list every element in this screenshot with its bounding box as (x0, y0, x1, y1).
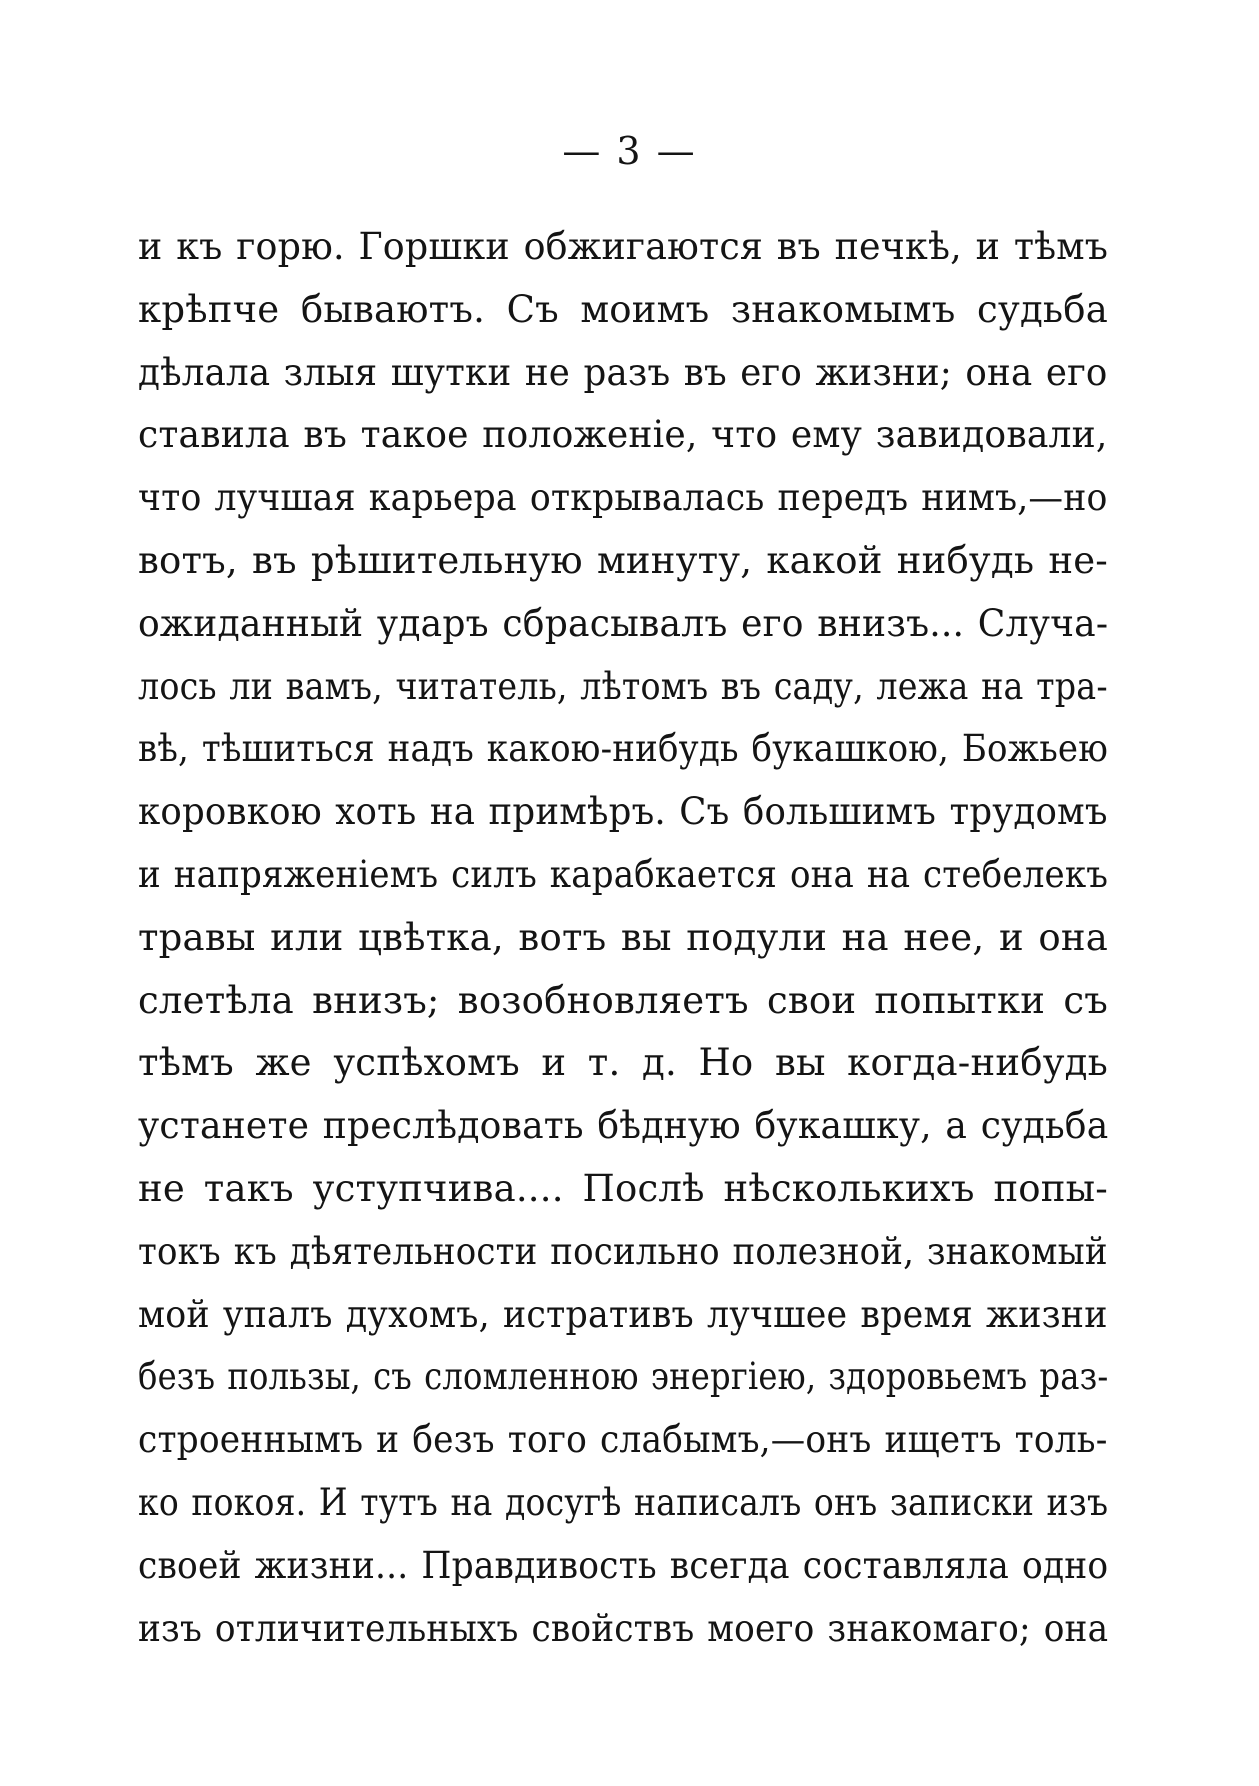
text-line-content: ко покоя. И тутъ на досугѣ написалъ онъ записки изъ (138, 1480, 1109, 1524)
text-line-content: коровкою хоть на примѣръ. Съ большимъ трудомъ (138, 790, 1108, 834)
text-line (138, 1038, 1108, 1101)
text-line-content: строеннымъ и безъ того слабымъ,—онъ ищетъ толь- (138, 1418, 1108, 1462)
text-line (138, 976, 1108, 1039)
text-line-content: устанете преслѣдовать бѣдную букашку, а судьба (138, 1104, 1109, 1148)
text-line-content: и къ горю. Горшки обжигаются въ печкѣ, и тѣмъ (138, 225, 1109, 268)
text-line (138, 1164, 1108, 1227)
text-line (138, 473, 1108, 536)
body-text (138, 222, 1108, 1666)
text-line (138, 599, 1108, 662)
text-line (138, 285, 1108, 348)
text-line (138, 222, 1108, 285)
text-line (138, 1604, 1108, 1667)
text-line-content: вѣ, тѣшиться надъ какою-нибудь букашкою, Божьею (138, 727, 1109, 771)
text-line (138, 1415, 1108, 1478)
text-line-content: что лучшая карьера открывалась передъ нимъ,—но (138, 476, 1108, 520)
text-line (138, 1227, 1108, 1290)
page-number: — 3 — (562, 129, 697, 173)
text-line (138, 1352, 1108, 1415)
text-line-content: изъ отличительныхъ свойствъ моего знакомаго; она (138, 1606, 1109, 1650)
text-line-content: лось ли вамъ, читатель, лѣтомъ въ саду, лежа на тра- (138, 664, 1108, 708)
text-line-content: токъ къ дѣятельности посильно полезной, знакомый (138, 1229, 1108, 1273)
text-line-content: слетѣла внизъ; возобновляетъ свои попытки съ (138, 978, 1108, 1022)
text-line-content: вотъ, въ рѣшительную минуту, какой нибудь не- (138, 538, 1108, 582)
text-line-content: мой упалъ духомъ, истративъ лучшее время жизни (138, 1292, 1108, 1336)
text-line-content: ставила въ такое положеніе, что ему завидовали, (138, 413, 1108, 457)
text-line-content: ожиданный ударъ сбрасывалъ его внизъ... Случа- (138, 601, 1109, 645)
text-line (138, 348, 1108, 411)
text-line-content: безъ пользы, съ сломленною энергіею, здоровьемъ раз- (138, 1355, 1109, 1399)
text-line (138, 787, 1108, 850)
text-line (138, 1290, 1108, 1353)
text-line (138, 536, 1108, 599)
text-line-content: не такъ уступчива.... Послѣ нѣсколькихъ попы- (138, 1166, 1108, 1210)
text-line-content: дѣлала злыя шутки не разъ въ его жизни; она его (138, 350, 1108, 394)
text-line (138, 1478, 1108, 1541)
text-line (138, 1541, 1108, 1604)
text-line-content: травы или цвѣтка, вотъ вы подули на нее, и она (138, 915, 1108, 959)
text-line (138, 662, 1108, 725)
text-line-content: тѣмъ же успѣхомъ и т. д. Но вы когда-нибудь (138, 1041, 1108, 1085)
text-line-content: и напряженіемъ силъ карабкается она на стебелекъ (138, 852, 1109, 896)
text-line (138, 724, 1108, 787)
text-line (138, 913, 1108, 976)
text-line-content: крѣпче бываютъ. Съ моимъ знакомымъ судьба (138, 287, 1108, 331)
text-line (138, 410, 1108, 473)
text-line (138, 1101, 1108, 1164)
text-line-content: своей жизни... Правдивость всегда составляла одно (138, 1543, 1109, 1587)
text-line (138, 850, 1108, 913)
